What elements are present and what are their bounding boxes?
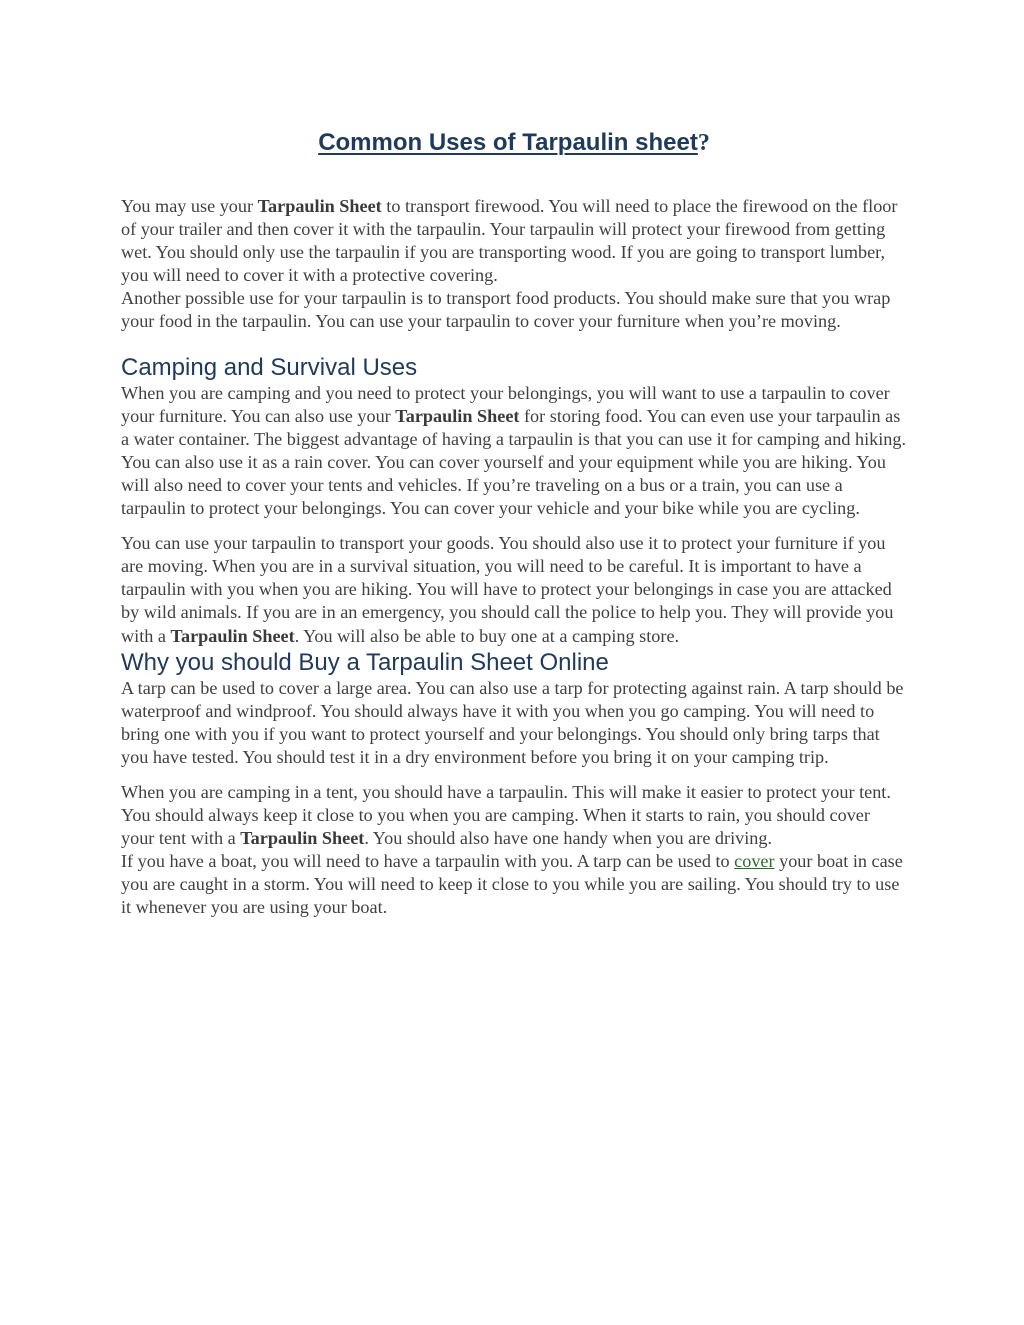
why-paragraph-2: When you are camping in a tent, you should have a tarpaulin. This will make it easier to protect your tent. You should always keep it close to you when you are camping. When it starts to rain, you should cover your tent with a Tarpaulin Sheet. You should also have one handy when you are driving.: [121, 781, 891, 849]
bold-keyword: Tarpaulin Sheet: [257, 196, 382, 216]
title-question-mark: ?: [697, 130, 710, 156]
document-body: [121, 195, 907, 920]
intro-paragraph-1: You may use your Tarpaulin Sheet to transport firewood. You will need to place the firewood on the floor of your trailer and then cover it with the tarpaulin. Your tarpaulin will protect your firewood from getting wet. You should only use the tarpaulin if you are transporting wood. If you are going to transport lumber, you will need to cover it with a protective covering.: [121, 196, 898, 286]
camping-paragraph-1: When you are camping and you need to protect your belongings, you will want to use a tarpaulin to cover your furniture. You can also use your Tarpaulin Sheet for storing food. You can even use your tarpaulin as a water container. The biggest advantage of having a tarpaulin is that you can use it for camping and hiking.: [121, 382, 907, 449]
why-paragraph-3: If you have a boat, you will need to have a tarpaulin with you. A tarp can be used to cover your boat in case you are caught in a storm. You will need to keep it close to you while you are sailing. You should try to use it whenever you are using your boat.: [121, 851, 903, 918]
title-link[interactable]: Common Uses of Tarpaulin sheet: [318, 129, 698, 156]
cover-link[interactable]: cover: [734, 851, 775, 872]
heading-why-buy: Why you should Buy a Tarpaulin Sheet Online: [121, 648, 609, 676]
bold-keyword: Tarpaulin Sheet: [240, 828, 365, 849]
camping-paragraph-3: You can use your tarpaulin to transport your goods. You should also use it to protect your furniture if you are moving. When you are in a survival situation, you will need to be careful. It is important to have a tarpaulin with you when you are hiking. You will have to protect your belongings in case you are attacked by wild animals. If you are in an emergency, you should call the police to help you. They will provide you with a Tarpaulin Sheet. You will also be able to buy one at a camping store.: [121, 533, 894, 646]
camping-paragraph-2: You can also use it as a rain cover. You can cover yourself and your equipment while you are hiking. You will also need to cover your tents and vehicles. If you’re traveling on a bus or a train, you can use a tarpaulin to protect your belongings. You can cover your vehicle and your bike while you are cycling.: [121, 451, 886, 519]
why-paragraph-1: A tarp can be used to cover a large area. You can also use a tarp for protecting against rain. A tarp should be waterproof and windproof. You should always have it with you when you go camping. You will need to bring one with you if you want to protect yourself and your belongings. You should only bring tarps that you have tested. You should test it in a dry environment before you bring it on your camping trip.: [121, 677, 904, 767]
bold-keyword: Tarpaulin Sheet: [395, 405, 520, 426]
bold-keyword: Tarpaulin Sheet: [170, 625, 295, 646]
page-title: [121, 126, 907, 160]
heading-camping: Camping and Survival Uses: [121, 353, 418, 381]
intro-paragraph-2: Another possible use for your tarpaulin is to transport food products. You should make sure that you wrap your food in the tarpaulin. You can use your tarpaulin to cover your furniture when you’re moving.: [121, 288, 891, 332]
